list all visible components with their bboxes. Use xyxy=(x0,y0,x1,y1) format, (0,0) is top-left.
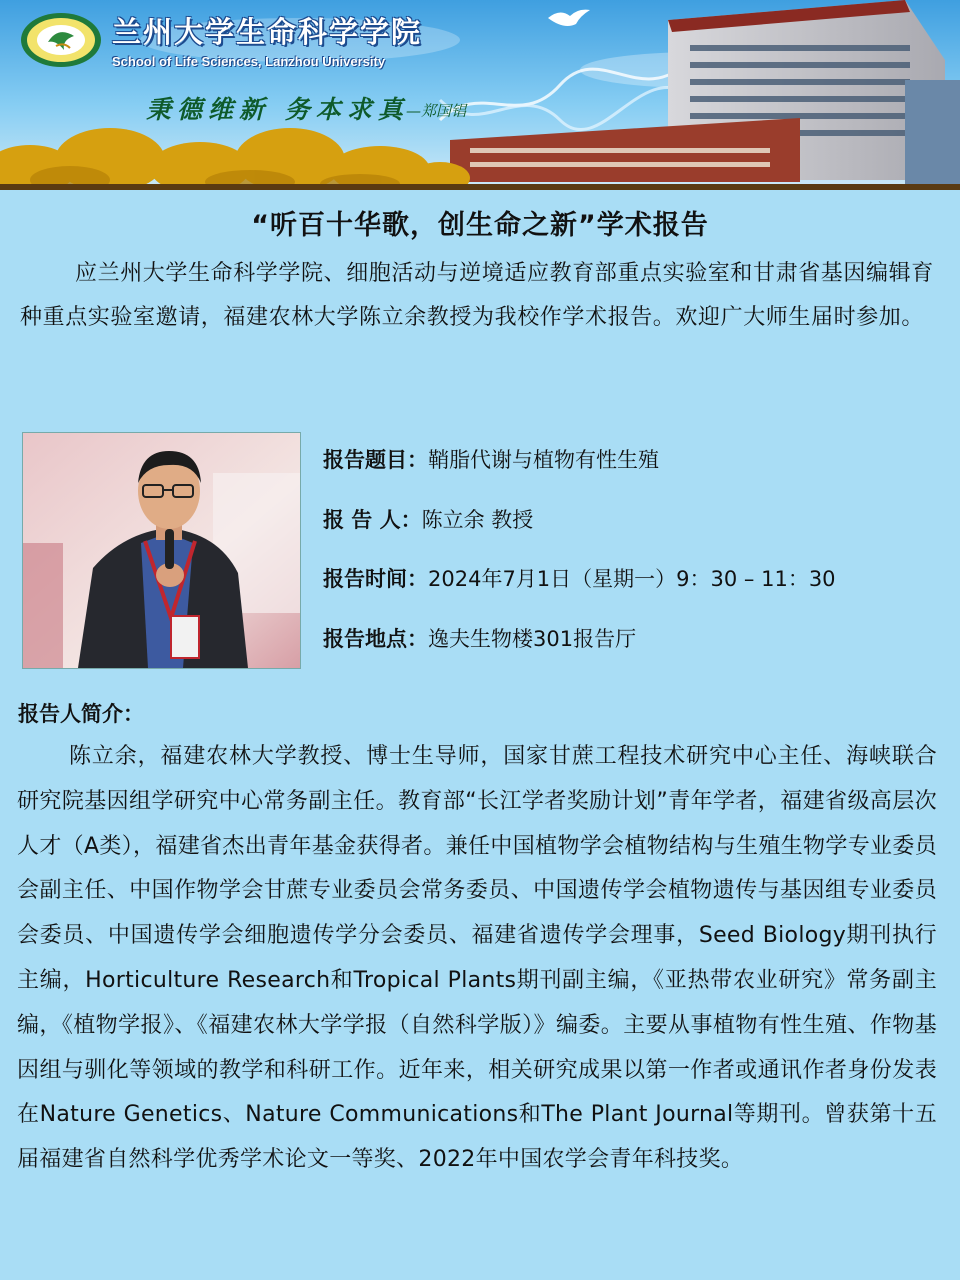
speaker-photo xyxy=(22,432,301,669)
detail-label: 报告地点： xyxy=(323,626,428,651)
detail-speaker xyxy=(323,500,943,560)
detail-label: 报告时间： xyxy=(323,567,428,591)
school-motto: 秉德维新 务本求真 xyxy=(146,95,409,124)
detail-label: 报 告 人： xyxy=(323,507,422,532)
school-name-chinese: 兰州大学生命科学学院 xyxy=(112,15,423,49)
page-title: “听百十华歌，创生命之新”学术报告 xyxy=(251,210,709,241)
talk-details xyxy=(323,440,943,678)
detail-value: 陈立余 教授 xyxy=(421,507,534,532)
detail-time xyxy=(323,559,943,619)
detail-label: 报告题目： xyxy=(323,448,428,472)
detail-value: 鞘脂代谢与植物有性生殖 xyxy=(428,448,659,472)
intro-paragraph: 应兰州大学生命科学学院、细胞活动与逆境适应教育部重点实验室和甘肃省基因编辑育种重点实验室邀请，福建农林大学陈立余教授为我校作学术报告。欢迎广大师生届时参加。 xyxy=(20,261,934,330)
university-seal-icon xyxy=(20,12,102,68)
school-name-english: School of Life Sciences, Lanzhou University xyxy=(112,54,386,69)
detail-location xyxy=(323,619,943,679)
detail-value: 2024年7月1日（星期一）9：30 – 11：30 xyxy=(428,567,836,591)
motto-author: —郑国锠 xyxy=(406,102,467,120)
bio-heading: 报告人简介： xyxy=(18,702,144,726)
bio-paragraph: 陈立余，福建农林大学教授、博士生导师，国家甘蔗工程技术研究中心主任、海峡联合研究院基因组学研究中心常务副主任。教育部“长江学者奖励计划”青年学者，福建省级高层次人才（A类），福建省杰出青年基金获得者。兼任中国植物学会植物结构与生殖生物学专业委员会副主任、中国作物学会甘蔗专业委员会常务委员、中国遗传学会植物遗传与基因组专业委员会委员、中国遗传学会细胞遗传学分会委员、福建省遗传学会理事，Seed Biology期刊执行主编，Horticulture Research和Tropical Plants期刊副主编，《亚热带农业研究》常务副主编，《植物学报》、《福建农林大学学报（自然科学版）》编委。主要从事植物有性生殖、作物基因组与驯化等领域的教学和科研工作。近年来，相关研究成果以第一作者或通讯作者身份发表在Nature Genetics、Nature Communications和The Plant Journal等期刊。曾获第十五届福建省自然科学优秀学术论文一等奖、2022年中国农学会青年科技奖。 xyxy=(17,744,937,1173)
detail-topic xyxy=(323,440,943,500)
header-banner xyxy=(0,0,960,190)
detail-value: 逸夫生物楼301报告厅 xyxy=(428,626,637,651)
